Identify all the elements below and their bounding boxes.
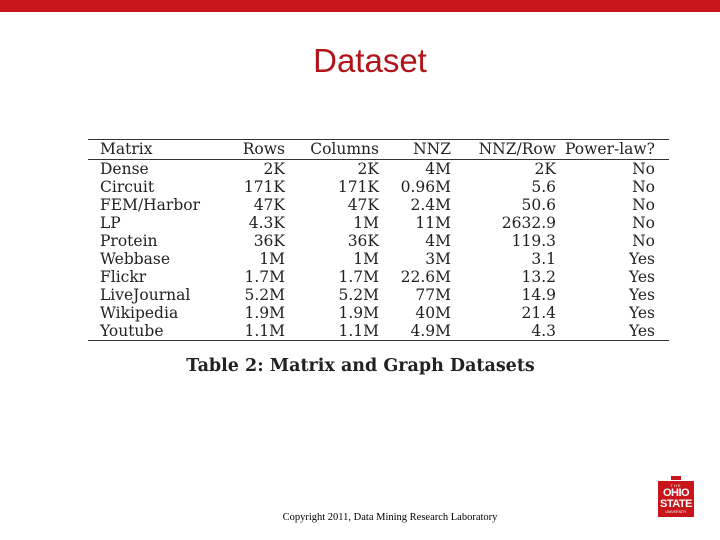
- table-cell: 11M: [415, 214, 451, 232]
- table-cell: No: [632, 178, 655, 196]
- column-header: Rows: [242, 140, 285, 158]
- table-row: [88, 304, 669, 322]
- slide-title: Dataset: [313, 42, 427, 79]
- column-header: NNZ: [413, 140, 451, 158]
- logo-text-the: THE: [670, 482, 682, 488]
- table-cell: 36K: [347, 232, 379, 250]
- logo-text-state: STATE: [660, 497, 692, 510]
- table-cell: 1M: [353, 250, 379, 268]
- table-header-row: [88, 140, 669, 160]
- table-cell: 3M: [425, 250, 451, 268]
- table-cell: 1.7M: [244, 268, 285, 286]
- table-cell: 1.9M: [244, 304, 285, 322]
- logo-rule: [671, 476, 681, 480]
- table-row: [88, 286, 669, 304]
- table-cell: 4.3: [531, 322, 556, 340]
- table-caption: Table 2: Matrix and Graph Datasets: [186, 356, 535, 376]
- table-cell: 4M: [425, 232, 451, 250]
- table-cell: 5.2M: [338, 286, 379, 304]
- table-cell: 2.4M: [410, 196, 451, 214]
- table-cell: 4.3K: [248, 214, 285, 232]
- table-cell: 5.2M: [244, 286, 285, 304]
- column-header: Power-law?: [565, 140, 655, 158]
- table-cell: 4M: [425, 160, 451, 178]
- table-cell: 77M: [415, 286, 451, 304]
- table-cell: Yes: [628, 286, 655, 304]
- table-cell: LiveJournal: [100, 286, 191, 304]
- table-cell: 4.9M: [410, 322, 451, 340]
- table-cell: Flickr: [100, 268, 147, 286]
- table-cell: 3.1: [531, 250, 556, 268]
- table-cell: 50.6: [521, 196, 556, 214]
- table-cell: 2K: [534, 160, 556, 178]
- table-cell: Yes: [628, 322, 655, 340]
- table-cell: No: [632, 196, 655, 214]
- table-cell: Circuit: [100, 178, 155, 196]
- table-cell: Wikipedia: [100, 304, 179, 322]
- column-header: Columns: [310, 140, 379, 158]
- table-cell: 36K: [253, 232, 285, 250]
- table-row: [88, 160, 669, 179]
- table-cell: FEM/Harbor: [100, 196, 200, 214]
- table-cell: 47K: [253, 196, 285, 214]
- table-body: [88, 160, 669, 341]
- table-cell: 2632.9: [501, 214, 556, 232]
- table-cell: 5.6: [531, 178, 556, 196]
- table-row: [88, 268, 669, 286]
- table-cell: 1.1M: [338, 322, 379, 340]
- table-row: [88, 232, 669, 250]
- copyright-footer: Copyright 2011, Data Mining Research Laboratory: [282, 512, 498, 523]
- table-cell: 40M: [415, 304, 451, 322]
- dataset-table: [88, 139, 669, 341]
- table-cell: 171K: [243, 178, 285, 196]
- table-cell: 1M: [259, 250, 285, 268]
- table-cell: 47K: [347, 196, 379, 214]
- logo-text-ohio: OHIO: [662, 486, 690, 499]
- table-cell: Protein: [100, 232, 158, 250]
- table-cell: Yes: [628, 268, 655, 286]
- table-cell: 2K: [357, 160, 379, 178]
- table-cell: Youtube: [100, 322, 164, 340]
- table-cell: 1.9M: [338, 304, 379, 322]
- table-cell: 171K: [337, 178, 379, 196]
- table-cell: 1M: [353, 214, 379, 232]
- column-header: Matrix: [100, 140, 153, 158]
- table-cell: No: [632, 160, 655, 178]
- table-row: [88, 322, 669, 341]
- top-accent-bar: [0, 0, 720, 12]
- table-cell: 1.1M: [244, 322, 285, 340]
- table-cell: 14.9: [521, 286, 556, 304]
- table-cell: Webbase: [100, 250, 171, 268]
- table-cell: LP: [100, 214, 121, 232]
- table-cell: 2K: [263, 160, 285, 178]
- table-cell: 13.2: [521, 268, 556, 286]
- logo-text-university: UNIVERSITY: [665, 509, 687, 514]
- table-cell: 21.4: [521, 304, 556, 322]
- table-cell: No: [632, 214, 655, 232]
- table-cell: 22.6M: [400, 268, 451, 286]
- table-row: [88, 250, 669, 268]
- table-row: [88, 178, 669, 196]
- table-row: [88, 196, 669, 214]
- table-cell: 0.96M: [400, 178, 451, 196]
- table-cell: Yes: [628, 250, 655, 268]
- table-cell: Dense: [100, 160, 149, 178]
- table-row: [88, 214, 669, 232]
- table-cell: 119.3: [511, 232, 556, 250]
- table-cell: No: [632, 232, 655, 250]
- table-cell: 1.7M: [338, 268, 379, 286]
- university-logo: [658, 481, 694, 517]
- table-cell: Yes: [628, 304, 655, 322]
- column-header: NNZ/Row: [478, 140, 556, 158]
